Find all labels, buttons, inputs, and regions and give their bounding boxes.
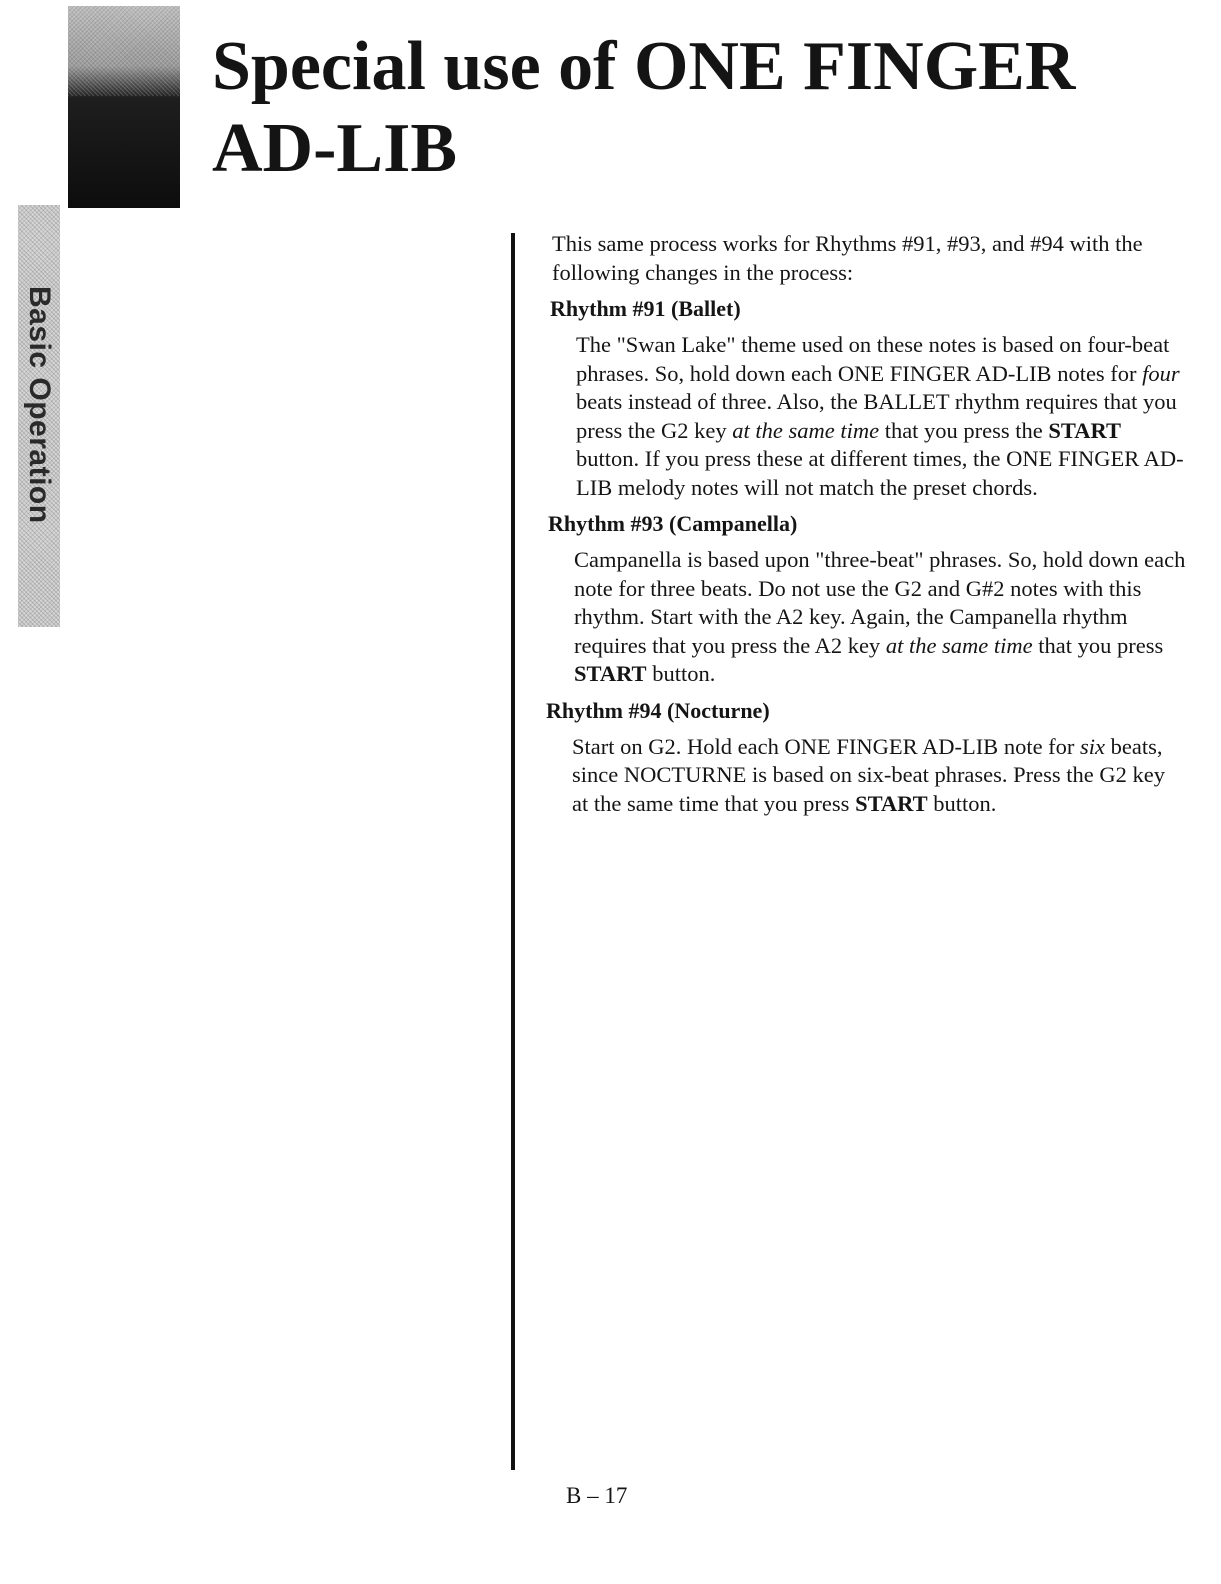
- column-divider: [511, 233, 515, 1470]
- section-heading: Rhythm #93 (Campanella): [548, 511, 798, 536]
- intro-paragraph: This same process works for Rhythms #91, #93, and #94 with the following changes in the process:: [552, 231, 1143, 285]
- section-body: [576, 331, 1186, 502]
- section-body: [572, 733, 1186, 819]
- main-content: [546, 230, 1186, 826]
- body-text: that you press: [1032, 632, 1164, 658]
- body-text: button. If you press these at different times, the ONE FINGER AD-LIB melody notes will not match the preset chords.: [576, 446, 1184, 500]
- page-number: B – 17: [566, 1483, 628, 1508]
- body-text: button.: [646, 661, 716, 686]
- page-title-line-2: AD-LIB: [212, 110, 458, 187]
- section-heading: Rhythm #94 (Nocturne): [546, 697, 770, 723]
- bold-keyword: START: [855, 790, 928, 816]
- bold-keyword: START: [574, 661, 647, 686]
- body-text: The "Swan Lake" theme used on these notes is based on four-beat phrases. So, hold down each ONE FINGER AD-LIB notes for: [576, 332, 1170, 386]
- page-title-line-1: Special use of ONE FINGER: [212, 28, 1076, 105]
- section-heading: Rhythm #91 (Ballet): [550, 296, 741, 321]
- emphasis-text: four: [1142, 360, 1180, 386]
- page-title: [212, 26, 1192, 190]
- body-text: Start on G2. Hold each ONE FINGER AD-LIB note for: [572, 733, 1081, 759]
- section-rhythm-91: [546, 295, 1186, 502]
- chapter-marker-block: [68, 6, 180, 208]
- emphasis-text: at the same time: [885, 632, 1033, 658]
- section-rhythm-93: [546, 510, 1186, 689]
- section-rhythm-94: [546, 697, 1186, 819]
- body-text: that you press the: [879, 417, 1049, 443]
- body-text: beats instead of three. Also, the BALLET rhythm requires that you press the G2 key: [576, 389, 1177, 443]
- emphasis-text: at the same time: [732, 417, 880, 443]
- body-text: Campanella is based upon "three-beat" phrases. So, hold down each note for three beats. Do not use the G2 and G#2 notes with this rhythm. Start with the A2 key. Again, the Campanella rhythm requires that you press the A2 key: [574, 547, 1186, 658]
- body-text: beats, since NOCTURNE is based on six-beat phrases. Press the G2 key at the same time that you press: [572, 733, 1166, 816]
- side-tab-label: Basic Operation: [23, 286, 56, 524]
- section-body: [574, 546, 1186, 689]
- bold-keyword: START: [1048, 417, 1121, 443]
- body-text: button.: [927, 790, 997, 816]
- emphasis-text: six: [1080, 733, 1106, 759]
